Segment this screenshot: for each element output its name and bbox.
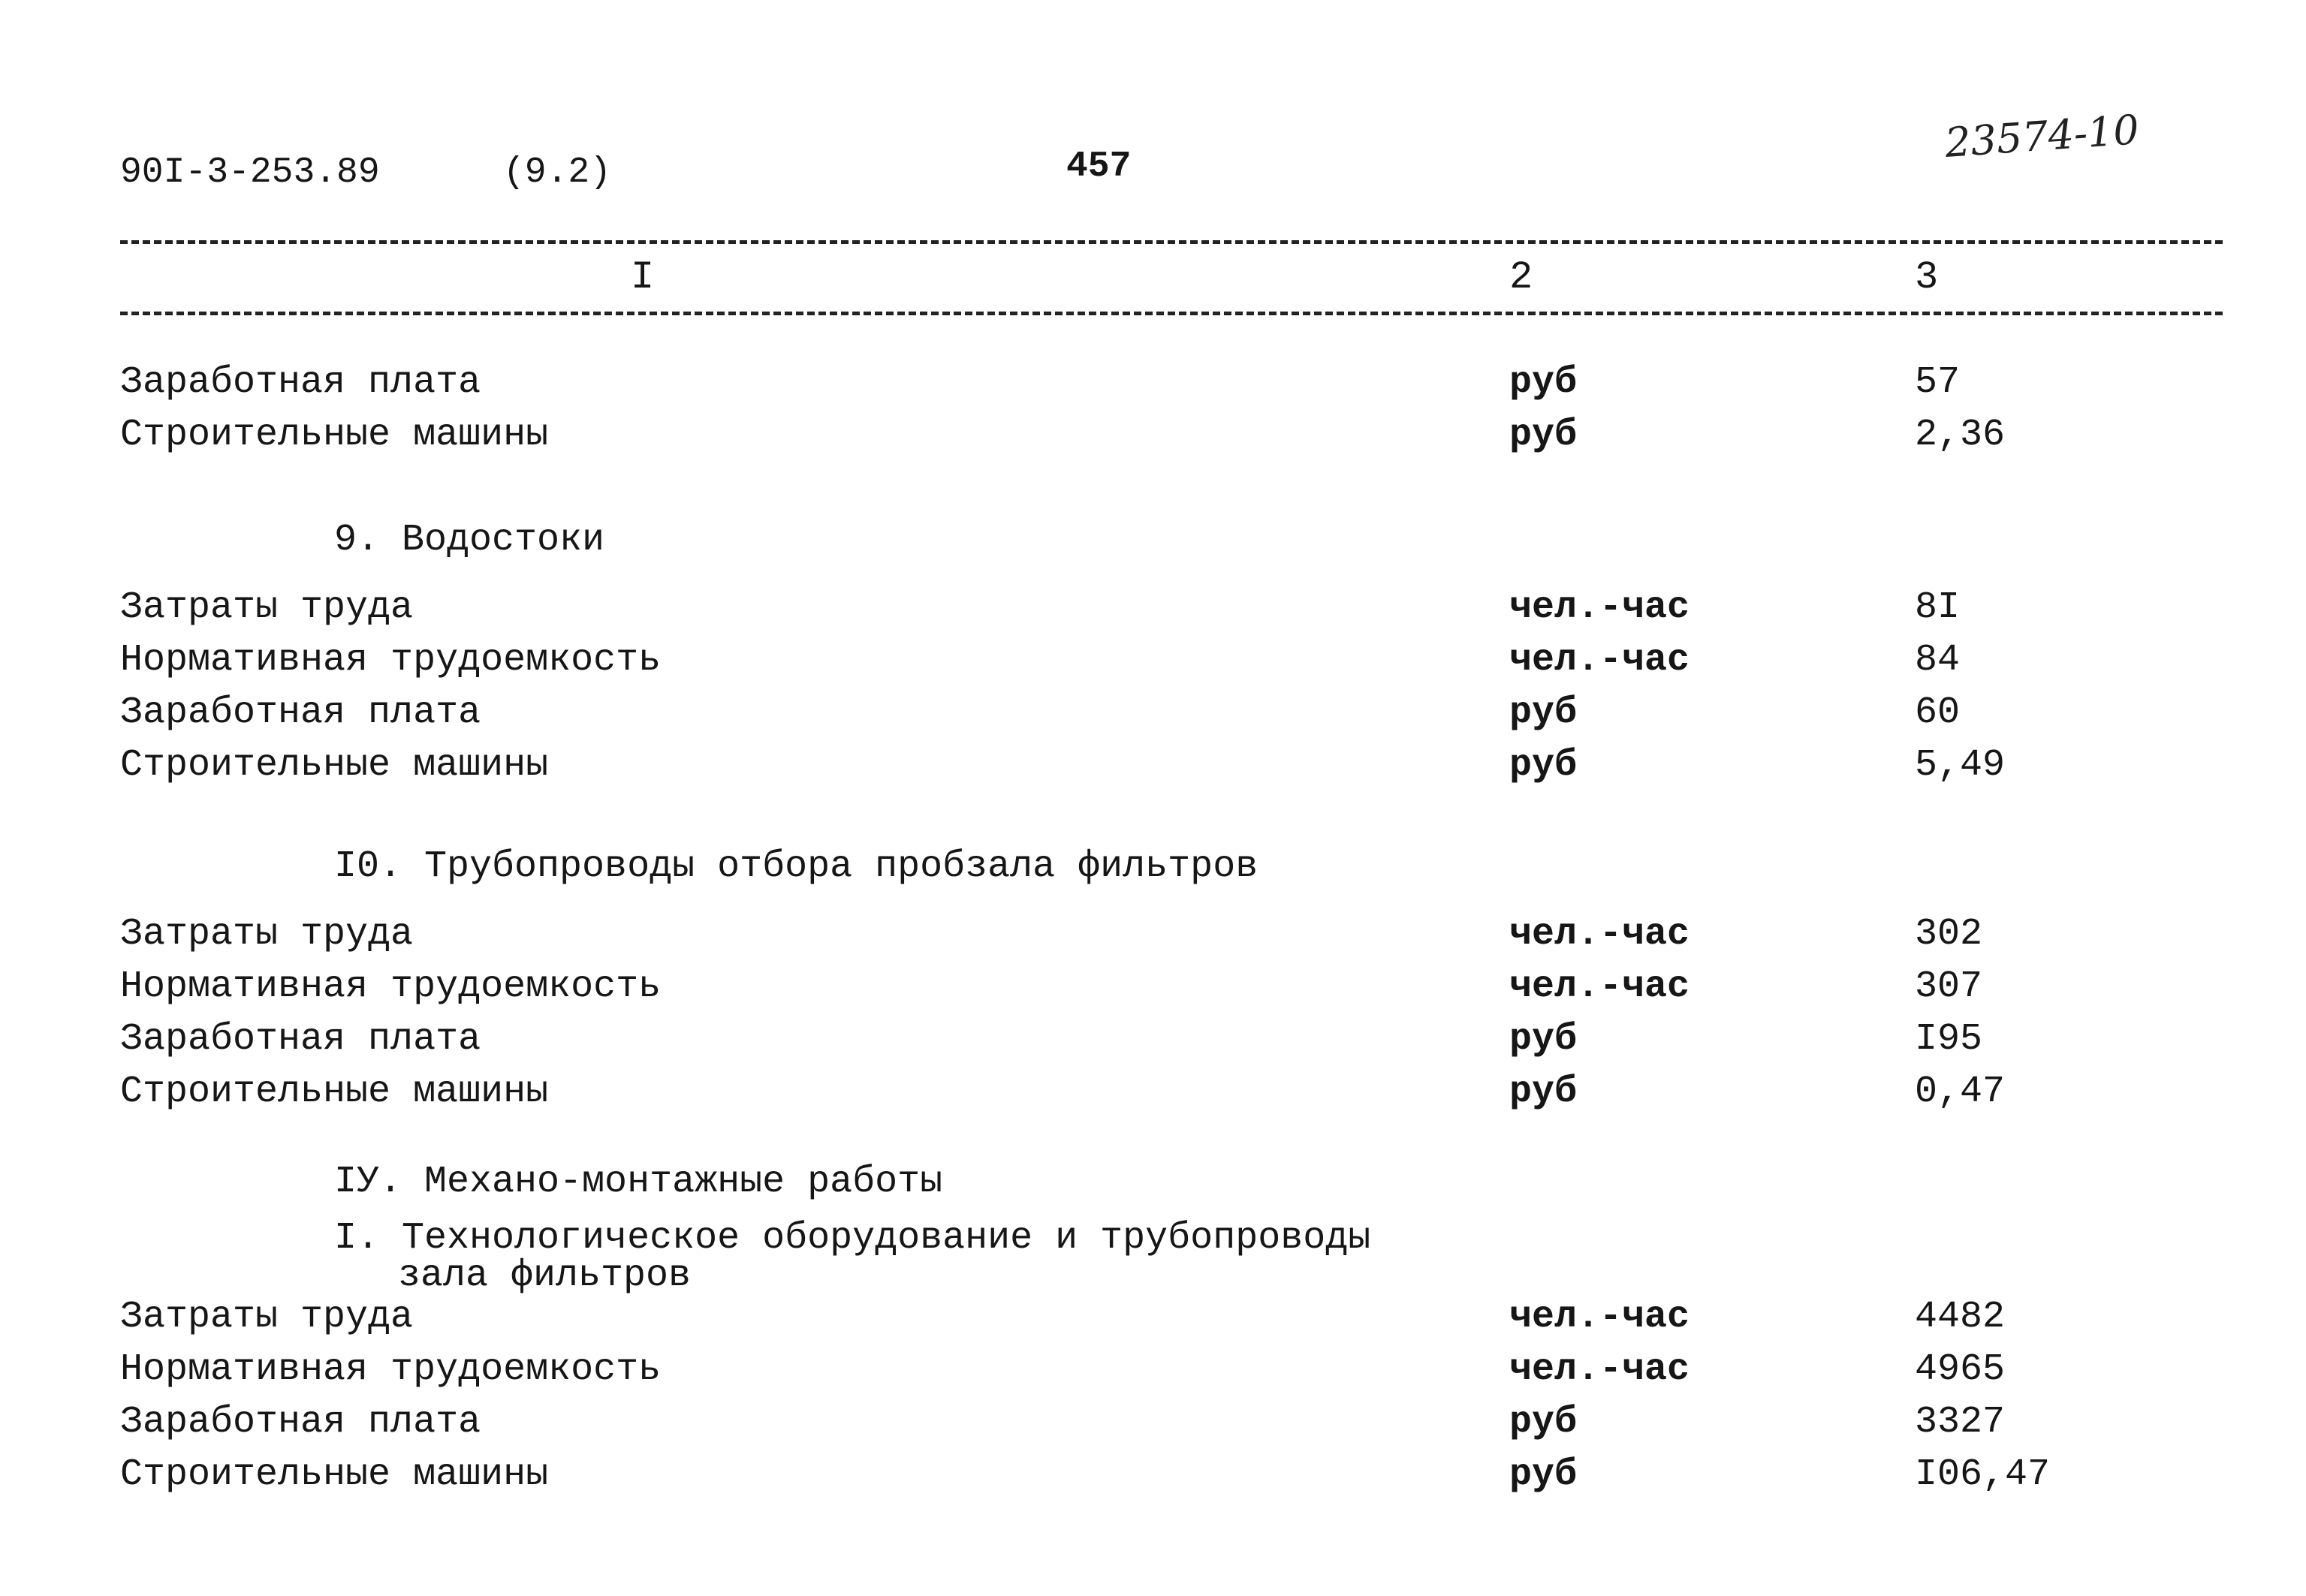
row-unit: руб bbox=[1509, 1071, 1578, 1113]
row-label: Заработная плата bbox=[120, 361, 481, 404]
row-label: Заработная плата bbox=[120, 691, 481, 734]
row-unit: чел.-час bbox=[1509, 639, 1690, 682]
page-number: 457 bbox=[1066, 146, 1132, 187]
row-unit: чел.-час bbox=[1509, 1348, 1690, 1391]
row-unit: чел.-час bbox=[1509, 913, 1690, 956]
row-unit: чел.-час bbox=[1509, 965, 1690, 1008]
row-value: 307 bbox=[1915, 965, 1983, 1008]
row-label: Строительные машины bbox=[120, 744, 549, 787]
column-header-2: 2 bbox=[1509, 255, 1533, 300]
subsection-title: I. Технологическое оборудование и трубопроводы bbox=[334, 1217, 1371, 1260]
row-value: 0,47 bbox=[1915, 1071, 2006, 1113]
row-value: I95 bbox=[1915, 1018, 1983, 1061]
row-label: Нормативная трудоемкость bbox=[120, 639, 662, 682]
row-label: Строительные машины bbox=[120, 1453, 549, 1496]
row-value: 4482 bbox=[1915, 1296, 2006, 1339]
row-value: 57 bbox=[1915, 361, 1961, 404]
row-label: Нормативная трудоемкость bbox=[120, 965, 662, 1008]
row-label: Строительные машины bbox=[120, 1071, 549, 1113]
row-unit: руб bbox=[1509, 744, 1578, 787]
row-unit: руб bbox=[1509, 1453, 1578, 1496]
row-label: Нормативная трудоемкость bbox=[120, 1348, 662, 1391]
section-code: (9.2) bbox=[503, 152, 612, 193]
column-header-3: 3 bbox=[1915, 255, 1939, 300]
row-unit: руб bbox=[1509, 361, 1578, 404]
header-bottom-dashed-rule bbox=[120, 312, 2223, 315]
row-label: Заработная плата bbox=[120, 1401, 481, 1444]
row-unit: руб bbox=[1509, 1018, 1578, 1061]
row-label: Затраты труда bbox=[120, 913, 414, 956]
row-value: 5,49 bbox=[1915, 744, 2006, 787]
row-label: Заработная плата bbox=[120, 1018, 481, 1061]
row-unit: руб bbox=[1509, 1401, 1578, 1444]
row-value: 302 bbox=[1915, 913, 1983, 956]
top-dashed-rule bbox=[120, 240, 2223, 244]
subsection-title: I0. Трубопроводы отбора пробзала фильтров bbox=[334, 845, 1259, 888]
handwritten-number: 23574-10 bbox=[1943, 106, 2141, 167]
row-value: 84 bbox=[1915, 639, 1961, 682]
row-label: Затраты труда bbox=[120, 1296, 414, 1339]
row-label: Затраты труда bbox=[120, 586, 414, 629]
row-value: 60 bbox=[1915, 691, 1961, 734]
subsection-title: 9. Водостоки bbox=[334, 519, 605, 562]
row-value: I06,47 bbox=[1915, 1453, 2051, 1496]
row-label: Строительные машины bbox=[120, 414, 549, 456]
row-unit: чел.-час bbox=[1509, 586, 1690, 629]
column-header-1: I bbox=[631, 255, 655, 300]
row-unit: руб bbox=[1509, 691, 1578, 734]
row-unit: руб bbox=[1509, 414, 1578, 456]
subsection-title-continued: зала фильтров bbox=[398, 1254, 692, 1297]
row-value: 3327 bbox=[1915, 1401, 2006, 1444]
row-value: 4965 bbox=[1915, 1348, 2006, 1391]
row-unit: чел.-час bbox=[1509, 1296, 1690, 1339]
section-title: IУ. Механо-монтажные работы bbox=[334, 1161, 943, 1203]
document-code: 90I-3-253.89 bbox=[120, 152, 380, 193]
row-value: 8I bbox=[1915, 586, 1961, 629]
row-value: 2,36 bbox=[1915, 414, 2006, 456]
